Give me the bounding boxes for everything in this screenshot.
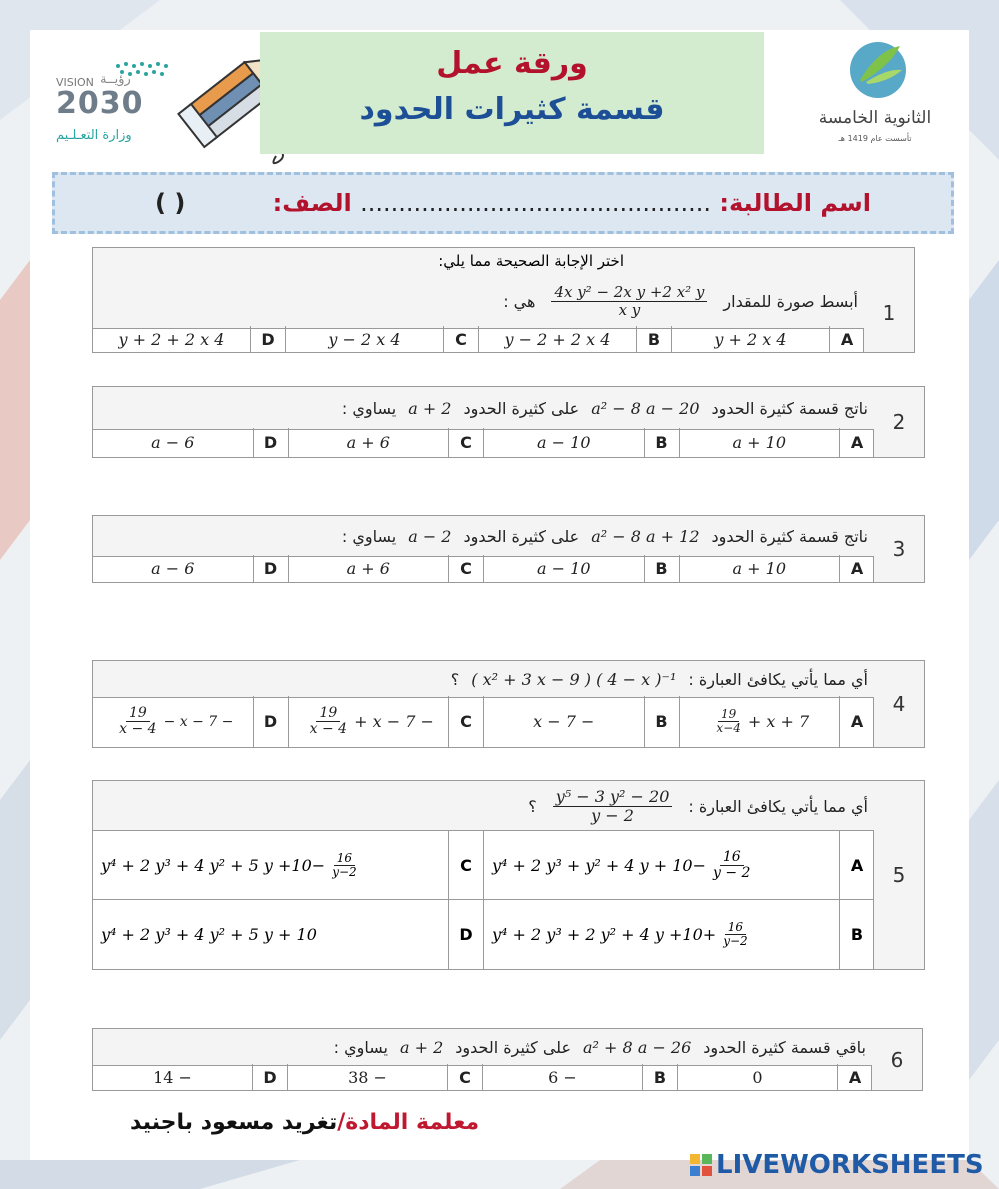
options-row <box>93 899 874 969</box>
question-stem <box>93 274 864 329</box>
vision-word: VISION <box>56 76 94 89</box>
stem-numerator: y⁵ − 3 y² − 20 <box>553 788 673 807</box>
question-number: 4 <box>873 661 924 747</box>
page-subtitle: قسمة كثيرات الحدود <box>359 92 665 127</box>
vision-year: 2030 <box>56 86 144 121</box>
option-c-expr: − x − 7 + <box>354 712 434 731</box>
school-name: الثانوية الخامسة <box>818 108 932 128</box>
option-d-expr: − x − 7 − <box>163 713 234 730</box>
question-stem <box>93 1029 872 1066</box>
stem-end: يساوي : <box>333 1037 388 1057</box>
option-b-value[interactable] <box>483 900 839 969</box>
option-d-num: 19 <box>126 706 150 722</box>
option-a-value[interactable]: 0 <box>677 1064 837 1090</box>
stem-end: يساوي : <box>341 398 397 418</box>
option-c-expr: y⁴ + 2 y³ + 4 y² + 5 y +10− <box>101 856 326 875</box>
option-c-num: 19 <box>316 706 340 722</box>
option-c-value[interactable] <box>288 696 449 747</box>
option-c-value[interactable]: − 38 <box>287 1064 447 1090</box>
option-b-value[interactable]: a − 10 <box>483 555 644 582</box>
option-c-value[interactable]: a + 6 <box>288 555 449 582</box>
question-stem <box>93 781 874 831</box>
stem-polynomial: a² − 8 a + 12 <box>591 526 700 546</box>
stem-text: أي مما يأتي يكافئ العبارة : <box>688 796 868 816</box>
option-d-value[interactable]: y⁴ + 2 y³ + 4 y² + 5 y + 10 <box>101 925 317 944</box>
option-d-letter[interactable]: D <box>253 555 288 582</box>
stem-divisor: a − 2 <box>408 526 452 546</box>
question-stem <box>93 387 874 430</box>
option-a-value[interactable]: 4 y + 2 x <box>671 326 829 352</box>
option-d-value[interactable]: a − 6 <box>151 433 195 452</box>
option-d-letter[interactable]: D <box>253 428 288 457</box>
option-b-value[interactable]: 4 y − 2 + 2 x <box>478 326 636 352</box>
worksheet <box>30 30 969 1160</box>
ministry-name: وزارة التعـلـيم <box>56 128 132 143</box>
option-c-letter[interactable]: C <box>447 1064 482 1090</box>
stem-numerator: 4x y² − 2x y +2 x² y <box>551 284 707 302</box>
option-b-num: 16 <box>725 921 746 935</box>
option-d-den: 4 − x <box>119 721 157 737</box>
school-note: تأسست عام 1419 هـ <box>838 134 912 143</box>
option-a-value[interactable] <box>679 696 840 747</box>
class-label: الصف: <box>272 189 352 217</box>
stem-text: ناتج قسمة كثيرة الحدود <box>711 398 868 418</box>
option-a-num: 16 <box>720 850 744 866</box>
instruction-text: اختر الإجابة الصحيحة مما يلي: <box>93 248 914 275</box>
stem-fraction <box>549 788 677 824</box>
liveworksheets-brand <box>690 1150 984 1180</box>
vision-logo-icon <box>56 50 186 160</box>
brand-name: LIVEWORKSHEETS <box>716 1150 984 1180</box>
stem-mid: على كثيرة الحدود <box>463 398 580 418</box>
stem-end: هي : <box>503 291 536 311</box>
question-5 <box>92 780 925 970</box>
stem-mid: على كثيرة الحدود <box>463 526 580 546</box>
option-c-letter[interactable]: C <box>443 326 478 352</box>
option-a-letter[interactable]: A <box>839 428 874 457</box>
stem-fraction <box>547 284 711 318</box>
options-row <box>93 326 864 352</box>
option-c-den: y−2 <box>332 865 357 879</box>
option-a-value[interactable]: a + 10 <box>679 555 840 582</box>
option-c-letter[interactable]: C <box>448 696 483 747</box>
stem-denominator: y − 2 <box>591 805 634 825</box>
option-b-letter[interactable]: B <box>644 428 679 457</box>
option-a-letter[interactable]: A <box>829 326 864 352</box>
vision-arabic: رؤيــة <box>100 72 131 87</box>
option-a-letter[interactable]: A <box>839 555 874 582</box>
options-row <box>93 428 874 457</box>
option-a-den: 4−x <box>716 721 741 735</box>
options-row <box>93 1064 872 1090</box>
student-info-box <box>52 172 954 234</box>
stem-text: أبسط صورة للمقدار <box>723 291 858 311</box>
stem-text: باقي قسمة كثيرة الحدود <box>703 1037 866 1057</box>
option-d-letter[interactable]: D <box>252 1064 287 1090</box>
question-1 <box>92 247 915 353</box>
option-d-letter[interactable]: D <box>250 326 285 352</box>
stem-end: ؟ <box>528 796 537 816</box>
student-name-dots: .............................................. <box>360 189 712 217</box>
option-a-expr: x + 7 + <box>747 712 810 731</box>
header-title-box <box>260 32 764 154</box>
option-a-den: y − 2 <box>713 865 751 881</box>
option-c-value[interactable]: 4 y − 2 x <box>285 326 443 352</box>
stem-mid: على كثيرة الحدود <box>455 1037 572 1057</box>
option-b-letter[interactable]: B <box>644 696 679 747</box>
stem-polynomial: a² + 8 a − 26 <box>583 1037 692 1057</box>
stem-text: أي مما يأتي يكافئ العبارة : <box>688 669 868 689</box>
option-b-letter[interactable]: B <box>642 1064 677 1090</box>
option-d-letter[interactable]: D <box>448 900 483 969</box>
options-row <box>93 830 874 900</box>
option-a-letter[interactable]: A <box>837 1064 872 1090</box>
teacher-label: معلمة المادة/ <box>337 1110 480 1135</box>
question-number: 6 <box>871 1029 922 1090</box>
options-row <box>93 555 874 582</box>
question-stem <box>93 516 874 557</box>
stem-denominator: x y <box>618 300 641 319</box>
stem-divisor: a + 2 <box>399 1037 444 1057</box>
option-b-expr: y⁴ + 2 y³ + 2 y² + 4 y +10+ <box>492 925 717 944</box>
stem-expression: ( x² + 3 x − 9 ) ( 4 − x )⁻¹ <box>471 669 677 689</box>
question-number: 2 <box>873 387 924 457</box>
option-b-letter[interactable]: B <box>644 555 679 582</box>
option-c-value[interactable]: a + 6 <box>288 428 449 457</box>
options-grid <box>93 830 874 969</box>
option-b-letter[interactable]: B <box>839 900 874 969</box>
question-3 <box>92 515 925 583</box>
option-b-value[interactable]: − x − 7 <box>483 696 644 747</box>
option-c-num: 16 <box>334 852 355 866</box>
teacher-credit <box>130 1110 479 1135</box>
option-a-expr: y⁴ + 2 y³ + y² + 4 y + 10− <box>492 856 707 875</box>
question-number: 3 <box>873 516 924 582</box>
question-number: 5 <box>873 781 924 969</box>
stem-divisor: a + 2 <box>408 398 452 418</box>
option-a-value[interactable]: a + 10 <box>679 428 840 457</box>
teacher-name: تغريد مسعود باجنيد <box>130 1110 338 1135</box>
option-c-letter[interactable]: C <box>448 831 483 900</box>
option-c-letter[interactable]: C <box>448 555 483 582</box>
option-a-letter[interactable]: A <box>839 831 874 900</box>
option-c-letter[interactable]: C <box>448 428 483 457</box>
option-d-value[interactable]: 4 y + 2 + 2 x <box>118 329 225 349</box>
stem-end: ؟ <box>450 669 460 689</box>
page-title: ورقة عمل <box>436 46 588 81</box>
option-c-value[interactable] <box>93 831 448 900</box>
option-b-den: y−2 <box>723 934 748 948</box>
question-6 <box>92 1028 923 1091</box>
option-b-value[interactable]: − 6 <box>482 1064 642 1090</box>
stem-text: ناتج قسمة كثيرة الحدود <box>711 526 868 546</box>
option-a-num: 19 <box>718 708 739 722</box>
options-row <box>93 696 874 747</box>
option-d-letter[interactable]: D <box>253 696 288 747</box>
question-2 <box>92 386 925 458</box>
option-b-letter[interactable]: B <box>636 326 671 352</box>
stem-polynomial: a² − 8 a − 20 <box>591 398 700 418</box>
school-logo-icon <box>810 38 940 158</box>
student-name-label: اسم الطالبة: <box>719 189 871 217</box>
option-d-value[interactable] <box>93 696 253 747</box>
option-d-value[interactable]: − 14 <box>153 1067 192 1087</box>
question-4 <box>92 660 925 748</box>
liveworksheets-cube-icon <box>690 1154 712 1176</box>
option-a-letter[interactable]: A <box>839 696 874 747</box>
option-a-value[interactable] <box>483 831 839 900</box>
student-name-line[interactable] <box>273 189 871 217</box>
class-field[interactable]: ( ) <box>155 189 186 217</box>
question-stem <box>93 661 874 698</box>
option-b-value[interactable]: a − 10 <box>483 428 644 457</box>
question-number: 1 <box>863 274 914 352</box>
stem-end: يساوي : <box>341 526 397 546</box>
option-c-den: 4 − x <box>309 721 348 737</box>
option-d-value[interactable]: a − 6 <box>151 559 195 578</box>
